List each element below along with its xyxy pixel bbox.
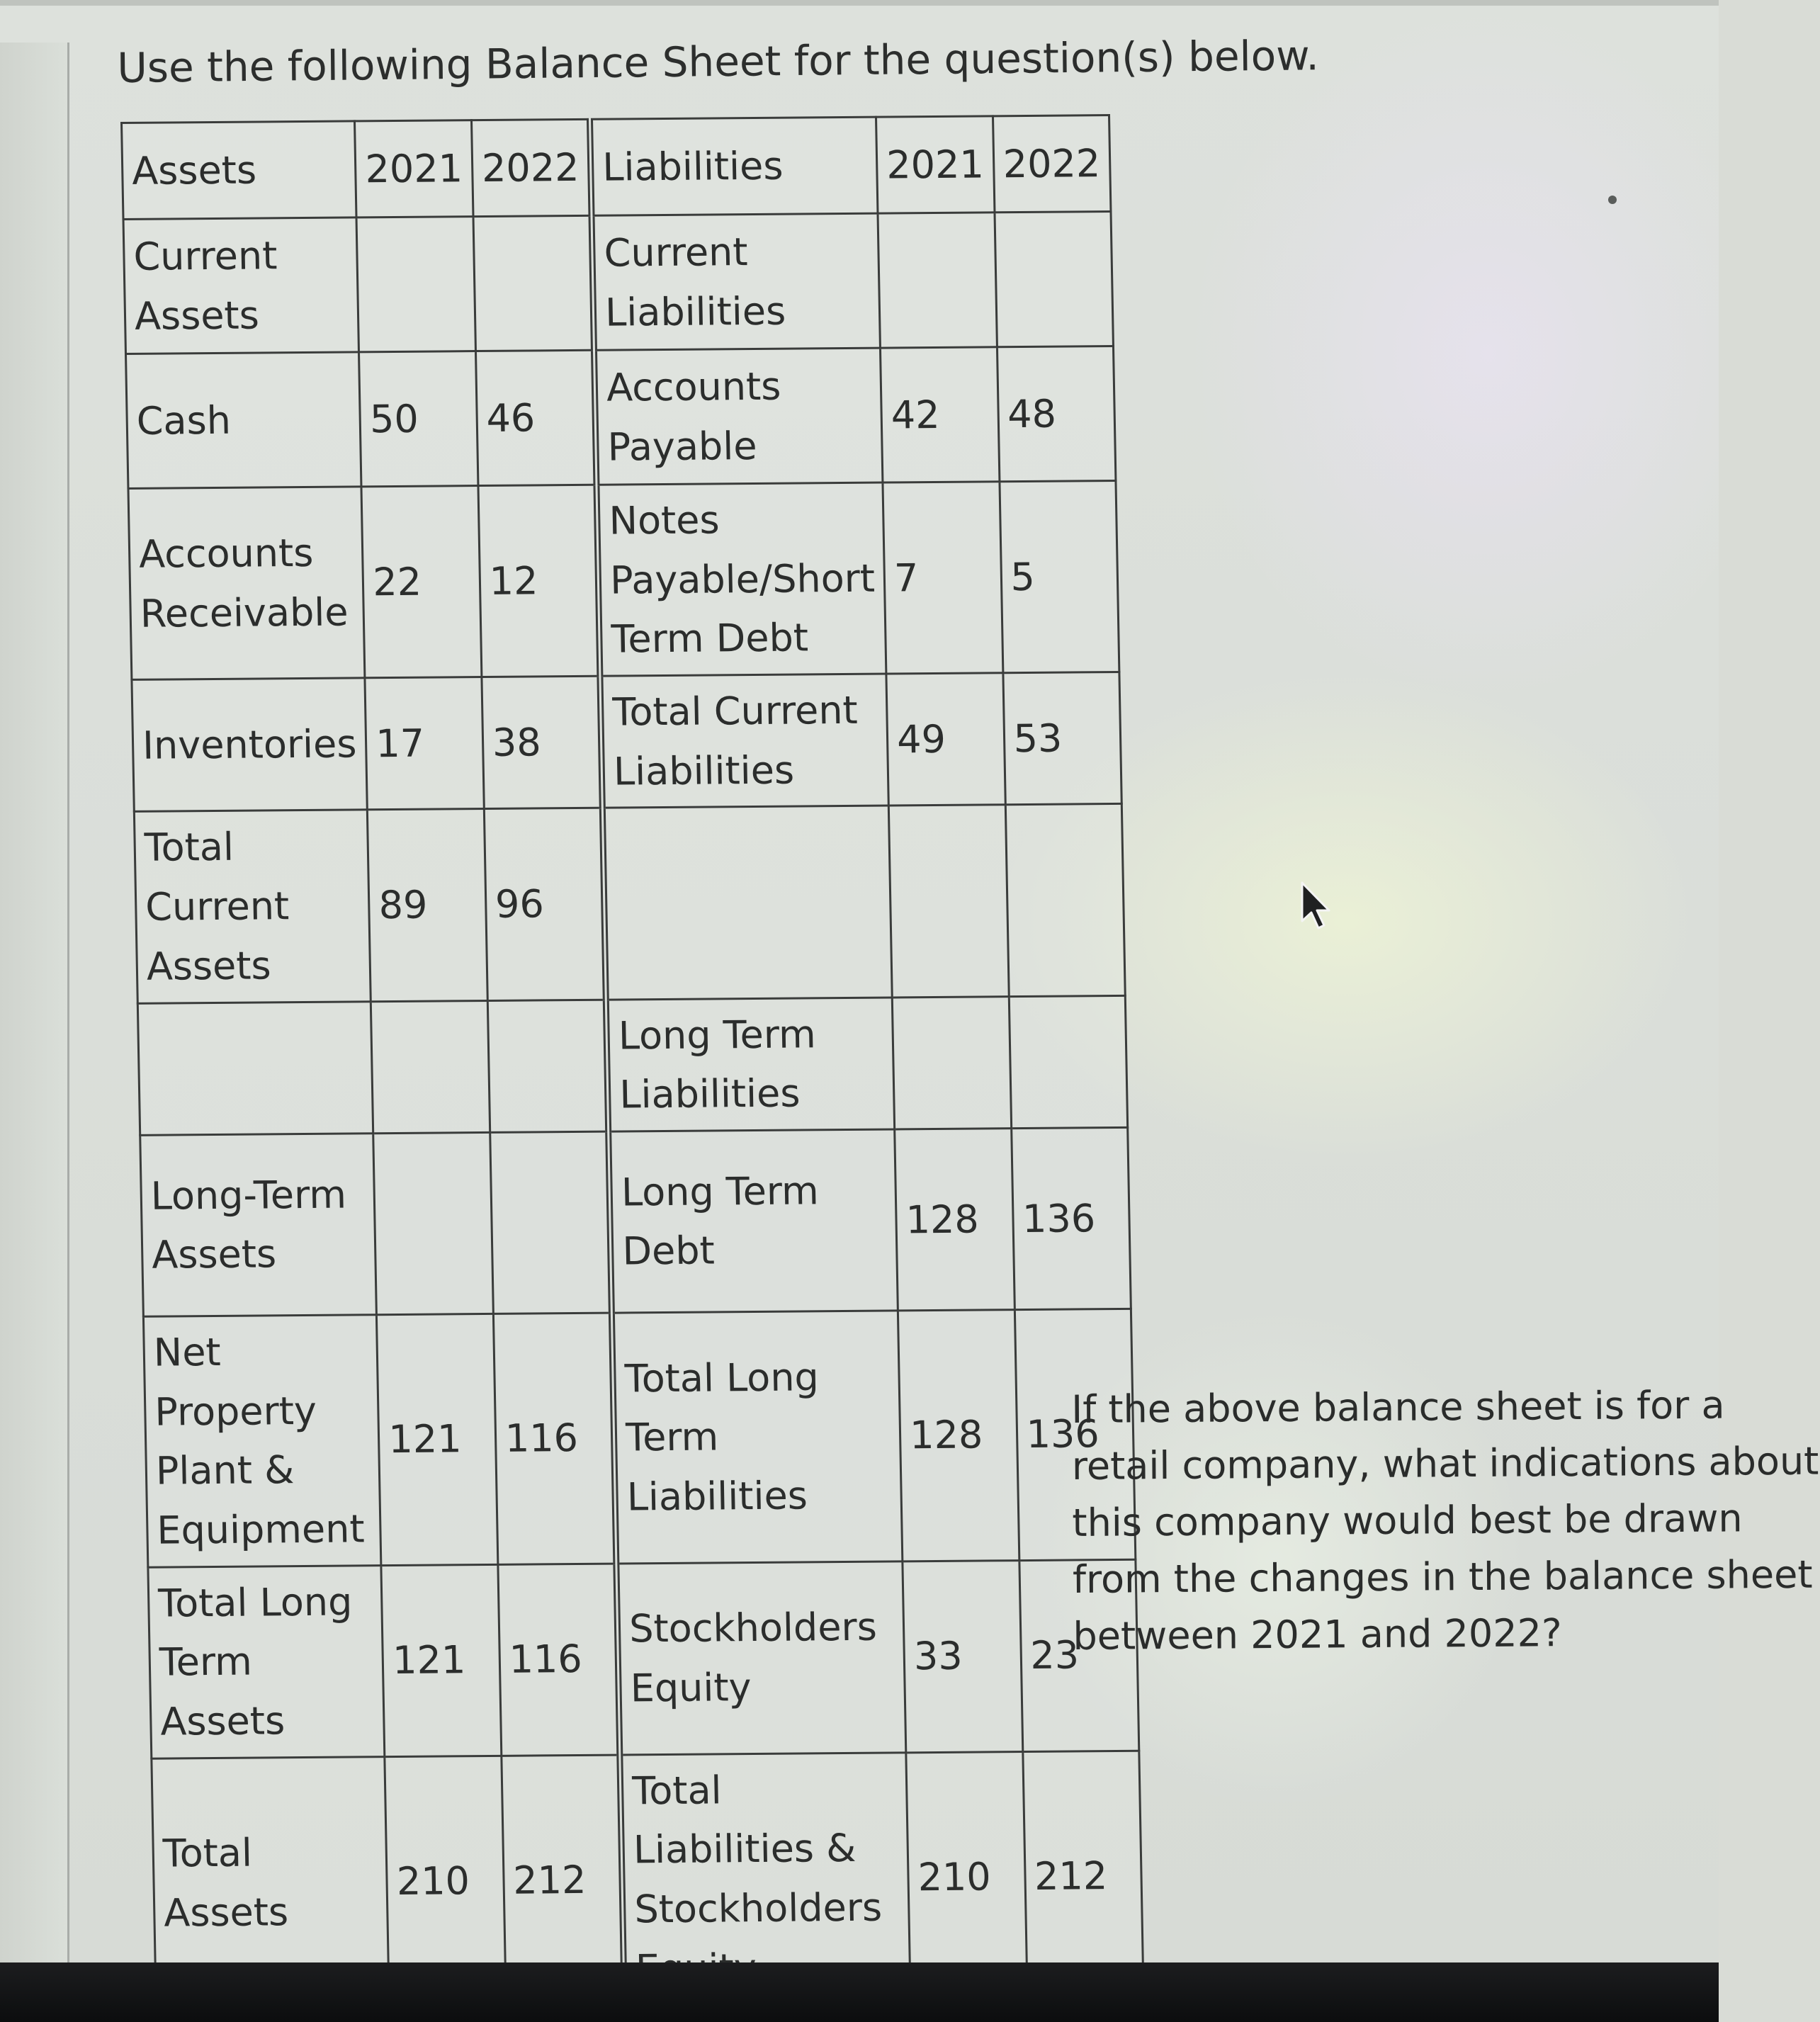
liability-2022: 136 bbox=[1011, 1127, 1131, 1309]
table-row bbox=[140, 1127, 1131, 1316]
liability-2021: 49 bbox=[886, 673, 1005, 806]
asset-label bbox=[137, 1001, 373, 1135]
question-line: retail company, what indications about bbox=[1071, 1438, 1819, 1489]
asset-2022 bbox=[487, 1000, 609, 1133]
asset-label: Inventories bbox=[132, 678, 368, 812]
asset-label: Total Current Assets bbox=[134, 810, 371, 1003]
liability-2022: 53 bbox=[1002, 672, 1121, 806]
mouse-cursor-icon bbox=[1299, 881, 1335, 931]
asset-2021 bbox=[371, 1000, 490, 1134]
table-row bbox=[128, 480, 1119, 679]
asset-2021: 17 bbox=[365, 677, 484, 811]
question-text bbox=[1071, 1377, 1819, 1665]
asset-2021 bbox=[356, 217, 475, 352]
liability-2022 bbox=[1009, 995, 1128, 1129]
liability-2021: 128 bbox=[895, 1129, 1014, 1311]
liability-2022: 212 bbox=[1022, 1751, 1143, 2002]
table-row bbox=[126, 346, 1116, 489]
table-row bbox=[143, 1309, 1135, 1567]
liability-2021: 33 bbox=[903, 1560, 1022, 1752]
asset-2022: 212 bbox=[502, 1755, 625, 2006]
asset-2022 bbox=[490, 1131, 611, 1314]
asset-label: Total Long Term Assets bbox=[148, 1565, 385, 1758]
table-row bbox=[132, 672, 1121, 812]
asset-2021: 121 bbox=[377, 1314, 498, 1565]
liability-label: Total Current Liabilities bbox=[600, 674, 888, 808]
balance-sheet-table bbox=[120, 114, 1145, 2010]
screen-speck bbox=[1608, 196, 1617, 204]
liability-2022: 23 bbox=[1019, 1559, 1138, 1751]
question-line: this company would best be drawn bbox=[1072, 1496, 1743, 1545]
header-assets-2022: 2022 bbox=[471, 119, 592, 216]
liability-2022 bbox=[994, 212, 1113, 347]
asset-2022: 116 bbox=[498, 1564, 620, 1756]
liability-label: Stockholders Equity bbox=[616, 1561, 906, 1755]
liability-2021 bbox=[888, 805, 1008, 997]
asset-2021: 210 bbox=[385, 1756, 506, 2007]
asset-label: Total Assets bbox=[152, 1756, 390, 2009]
asset-label: Accounts Receivable bbox=[128, 487, 365, 680]
liability-2021: 7 bbox=[883, 482, 1002, 674]
table-row bbox=[123, 212, 1113, 354]
liability-2022 bbox=[1005, 804, 1125, 996]
liability-2021 bbox=[878, 213, 997, 348]
header-liabilities-2022: 2022 bbox=[993, 115, 1111, 213]
intro-text: Use the following Balance Sheet for the question(s) below. bbox=[117, 31, 1320, 92]
header-liabilities-2021: 2021 bbox=[876, 116, 995, 213]
asset-2021: 89 bbox=[368, 809, 487, 1001]
liability-label: Long Term Debt bbox=[609, 1129, 898, 1313]
liability-2021 bbox=[892, 996, 1011, 1129]
top-divider bbox=[0, 0, 1719, 6]
liability-2021: 210 bbox=[906, 1751, 1027, 2003]
asset-label: Current Assets bbox=[123, 218, 359, 354]
asset-2022: 12 bbox=[478, 485, 600, 677]
asset-label: Net Property Plant & Equipment bbox=[143, 1315, 381, 1567]
asset-2021 bbox=[373, 1132, 493, 1314]
question-line: If the above balance sheet is for a bbox=[1071, 1382, 1725, 1432]
table-header-row bbox=[122, 115, 1111, 220]
asset-2022: 116 bbox=[493, 1313, 616, 1564]
asset-label: Cash bbox=[126, 352, 362, 489]
liability-2022: 48 bbox=[997, 346, 1116, 482]
liability-2021: 128 bbox=[898, 1310, 1019, 1561]
liability-label: Total Liabilities & Stockholders bbox=[620, 1753, 910, 2006]
liability-label: Notes Payable/Short Term Debt bbox=[597, 482, 886, 676]
table-row bbox=[137, 995, 1127, 1135]
table-row bbox=[148, 1559, 1139, 1758]
liability-label: Total Long Term Liabilities bbox=[612, 1311, 903, 1564]
liability-label: Long Term Liabilities bbox=[606, 997, 894, 1131]
liability-label: Current Liabilities bbox=[592, 213, 880, 350]
question-line: between 2021 and 2022? bbox=[1073, 1610, 1562, 1659]
asset-2022: 46 bbox=[475, 350, 597, 485]
asset-2022 bbox=[473, 215, 594, 351]
table-row bbox=[134, 804, 1125, 1003]
liability-2022: 5 bbox=[999, 480, 1119, 672]
monitor-bezel bbox=[0, 1962, 1719, 2022]
balance-sheet bbox=[120, 114, 1145, 2010]
asset-2021: 50 bbox=[359, 351, 478, 487]
question-line: from the changes in the balance sheet bbox=[1072, 1552, 1813, 1602]
asset-2022: 38 bbox=[482, 676, 603, 809]
liability-label: Accounts Payable bbox=[594, 348, 883, 485]
liability-2021: 42 bbox=[881, 347, 1000, 482]
liability-2022: 136 bbox=[1014, 1309, 1136, 1560]
header-liabilities: Liabilities bbox=[590, 117, 878, 215]
asset-2021: 121 bbox=[381, 1564, 501, 1756]
liability-label bbox=[603, 806, 893, 999]
header-assets-2021: 2021 bbox=[355, 120, 473, 218]
asset-2021: 22 bbox=[361, 486, 481, 678]
left-panel-edge bbox=[0, 43, 69, 1962]
asset-label: Long-Term Assets bbox=[140, 1134, 377, 1317]
header-assets: Assets bbox=[122, 121, 357, 220]
asset-2022: 96 bbox=[484, 808, 606, 1000]
